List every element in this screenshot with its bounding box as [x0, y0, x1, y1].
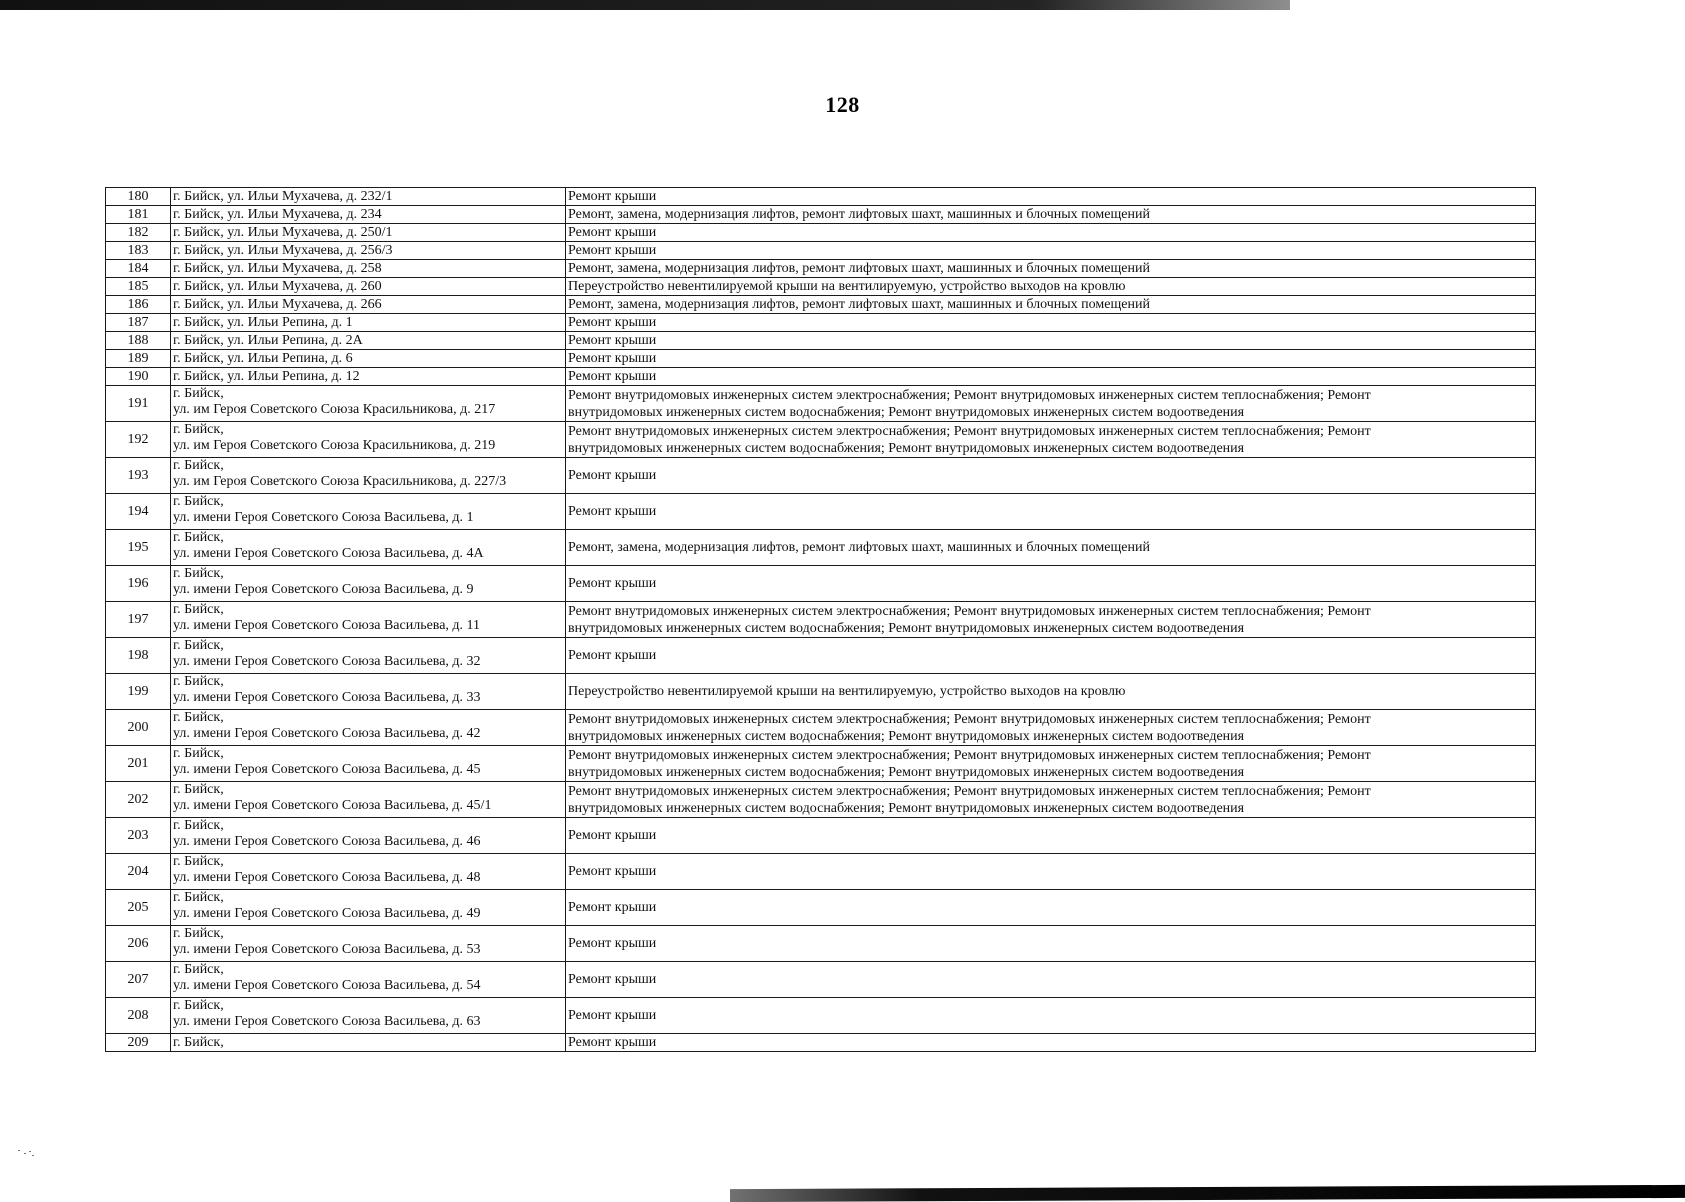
row-number: 200 [106, 710, 171, 746]
address-line: ул. им Героя Советского Союза Красильникова, д. 219 [173, 438, 496, 453]
work-type-line: Ремонт крыши [568, 467, 657, 483]
work-type-cell [566, 854, 1536, 890]
table-row [106, 224, 1536, 242]
row-number: 209 [106, 1034, 171, 1052]
work-type-line: Ремонт крыши [568, 242, 657, 258]
work-type-line: Переустройство невентилируемой крыши на вентилируемую, устройство выходов на кровлю [568, 683, 1126, 699]
address-line: г. Бийск, ул. Ильи Репина, д. 1 [173, 314, 353, 330]
row-number: 188 [106, 332, 171, 350]
work-type-cell [566, 890, 1536, 926]
address-cell [171, 674, 566, 710]
table-row [106, 674, 1536, 710]
work-type-line: Ремонт внутридомовых инженерных систем электроснабжения; Ремонт внутридомовых инженерных систем теплоснабжения; Ремонт [568, 711, 1371, 727]
work-type-line: Ремонт крыши [568, 575, 657, 591]
address-cell [171, 260, 566, 278]
table-row [106, 458, 1536, 494]
address-cell [171, 242, 566, 260]
work-type-cell [566, 710, 1536, 746]
work-type-line: Ремонт крыши [568, 863, 657, 879]
address-line: г. Бийск, [173, 782, 224, 797]
works-table-body [106, 188, 1536, 1052]
table-row [106, 314, 1536, 332]
address-cell [171, 926, 566, 962]
address-cell [171, 386, 566, 422]
row-number: 184 [106, 260, 171, 278]
address-cell [171, 962, 566, 998]
work-type-line: Ремонт внутридомовых инженерных систем электроснабжения; Ремонт внутридомовых инженерных систем теплоснабжения; Ремонт [568, 783, 1371, 799]
row-number: 183 [106, 242, 171, 260]
work-type-line: Ремонт крыши [568, 314, 657, 330]
table-row [106, 710, 1536, 746]
address-cell [171, 1034, 566, 1052]
table-row [106, 818, 1536, 854]
address-line: г. Бийск, [173, 458, 224, 473]
work-type-cell [566, 746, 1536, 782]
address-line: г. Бийск, [173, 926, 224, 941]
work-type-line: внутридомовых инженерных систем водоснабжения; Ремонт внутридомовых инженерных систем водоотведения [568, 404, 1245, 420]
address-cell [171, 314, 566, 332]
work-type-cell [566, 368, 1536, 386]
address-cell [171, 638, 566, 674]
address-line: ул. имени Героя Советского Союза Васильева, д. 32 [173, 654, 481, 669]
table-row [106, 368, 1536, 386]
work-type-cell [566, 818, 1536, 854]
address-line: г. Бийск, ул. Ильи Репина, д. 12 [173, 368, 360, 384]
address-line: г. Бийск, ул. Ильи Мухачева, д. 232/1 [173, 188, 393, 204]
address-line: г. Бийск, [173, 1034, 224, 1050]
address-line: ул. имени Героя Советского Союза Васильева, д. 4А [173, 546, 484, 561]
address-line: ул. имени Героя Советского Союза Васильева, д. 49 [173, 906, 481, 921]
address-cell [171, 602, 566, 638]
address-line: г. Бийск, ул. Ильи Мухачева, д. 256/3 [173, 242, 393, 258]
work-type-line: Ремонт крыши [568, 935, 657, 951]
row-number: 207 [106, 962, 171, 998]
row-number: 194 [106, 494, 171, 530]
row-number: 192 [106, 422, 171, 458]
address-line: г. Бийск, [173, 962, 224, 977]
address-cell [171, 854, 566, 890]
table-row [106, 638, 1536, 674]
address-cell [171, 710, 566, 746]
work-type-line: внутридомовых инженерных систем водоснабжения; Ремонт внутридомовых инженерных систем водоотведения [568, 440, 1245, 456]
address-line: г. Бийск, [173, 674, 224, 689]
work-type-cell [566, 296, 1536, 314]
work-type-cell [566, 422, 1536, 458]
work-type-cell [566, 242, 1536, 260]
address-line: г. Бийск, [173, 638, 224, 653]
row-number: 196 [106, 566, 171, 602]
table-row [106, 188, 1536, 206]
row-number: 197 [106, 602, 171, 638]
address-line: ул. имени Героя Советского Союза Васильева, д. 46 [173, 834, 481, 849]
address-cell [171, 332, 566, 350]
table-row [106, 746, 1536, 782]
work-type-cell [566, 1034, 1536, 1052]
address-line: г. Бийск, ул. Ильи Мухачева, д. 266 [173, 296, 382, 312]
address-line: г. Бийск, ул. Ильи Репина, д. 2А [173, 332, 363, 348]
table-row [106, 530, 1536, 566]
work-type-cell [566, 998, 1536, 1034]
address-line: г. Бийск, [173, 566, 224, 581]
address-line: г. Бийск, [173, 602, 224, 617]
work-type-cell [566, 638, 1536, 674]
work-type-line: Ремонт крыши [568, 647, 657, 663]
address-cell [171, 296, 566, 314]
address-line: г. Бийск, ул. Ильи Мухачева, д. 250/1 [173, 224, 393, 240]
address-cell [171, 458, 566, 494]
table-row [106, 296, 1536, 314]
row-number: 204 [106, 854, 171, 890]
work-type-cell [566, 962, 1536, 998]
table-row [106, 602, 1536, 638]
work-type-cell [566, 602, 1536, 638]
work-type-cell [566, 494, 1536, 530]
row-number: 185 [106, 278, 171, 296]
row-number: 203 [106, 818, 171, 854]
address-line: ул. имени Героя Советского Союза Васильева, д. 45 [173, 762, 481, 777]
scan-specks [18, 1150, 38, 1160]
address-line: г. Бийск, ул. Ильи Мухачева, д. 234 [173, 206, 382, 222]
row-number: 198 [106, 638, 171, 674]
row-number: 205 [106, 890, 171, 926]
work-type-cell [566, 674, 1536, 710]
row-number: 208 [106, 998, 171, 1034]
row-number: 181 [106, 206, 171, 224]
address-line: г. Бийск, [173, 710, 224, 725]
address-line: г. Бийск, [173, 890, 224, 905]
address-line: г. Бийск, [173, 494, 224, 509]
work-type-cell [566, 386, 1536, 422]
row-number: 195 [106, 530, 171, 566]
work-type-line: Ремонт внутридомовых инженерных систем электроснабжения; Ремонт внутридомовых инженерных систем теплоснабжения; Ремонт [568, 747, 1371, 763]
work-type-line: Переустройство невентилируемой крыши на вентилируемую, устройство выходов на кровлю [568, 278, 1126, 294]
address-line: ул. имени Героя Советского Союза Васильева, д. 63 [173, 1014, 481, 1029]
address-line: г. Бийск, [173, 746, 224, 761]
address-cell [171, 278, 566, 296]
work-type-line: Ремонт, замена, модернизация лифтов, ремонт лифтовых шахт, машинных и блочных помещений [568, 296, 1150, 312]
address-cell [171, 782, 566, 818]
work-type-cell [566, 566, 1536, 602]
row-number: 186 [106, 296, 171, 314]
address-line: г. Бийск, [173, 818, 224, 833]
address-cell [171, 188, 566, 206]
address-line: ул. имени Героя Советского Союза Васильева, д. 42 [173, 726, 481, 741]
work-type-line: Ремонт крыши [568, 1034, 657, 1050]
address-line: ул. имени Героя Советского Союза Васильева, д. 33 [173, 690, 481, 705]
address-cell [171, 566, 566, 602]
address-line: ул. имени Героя Советского Союза Васильева, д. 48 [173, 870, 481, 885]
address-cell [171, 746, 566, 782]
work-type-cell [566, 188, 1536, 206]
address-cell [171, 890, 566, 926]
address-cell [171, 350, 566, 368]
work-type-line: Ремонт крыши [568, 971, 657, 987]
table-row [106, 782, 1536, 818]
address-line: г. Бийск, [173, 854, 224, 869]
address-line: г. Бийск, [173, 998, 224, 1013]
address-line: г. Бийск, [173, 530, 224, 545]
row-number: 199 [106, 674, 171, 710]
work-type-line: Ремонт, замена, модернизация лифтов, ремонт лифтовых шахт, машинных и блочных помещений [568, 206, 1150, 222]
work-type-line: Ремонт крыши [568, 368, 657, 384]
row-number: 182 [106, 224, 171, 242]
table-row [106, 278, 1536, 296]
table-row [106, 566, 1536, 602]
address-line: ул. имени Героя Советского Союза Васильева, д. 11 [173, 618, 481, 633]
work-type-cell [566, 530, 1536, 566]
work-type-cell [566, 332, 1536, 350]
scan-edge-top [0, 0, 1290, 10]
table-row [106, 242, 1536, 260]
table-row [106, 1034, 1536, 1052]
address-cell [171, 206, 566, 224]
work-type-line: Ремонт, замена, модернизация лифтов, ремонт лифтовых шахт, машинных и блочных помещений [568, 260, 1150, 276]
row-number: 187 [106, 314, 171, 332]
address-line: г. Бийск, ул. Ильи Мухачева, д. 260 [173, 278, 382, 294]
address-line: ул. имени Героя Советского Союза Васильева, д. 45/1 [173, 798, 492, 813]
table-row [106, 350, 1536, 368]
work-type-cell [566, 314, 1536, 332]
table-row [106, 854, 1536, 890]
row-number: 190 [106, 368, 171, 386]
table-row [106, 332, 1536, 350]
table-row [106, 206, 1536, 224]
work-type-cell [566, 278, 1536, 296]
table-row [106, 926, 1536, 962]
work-type-line: Ремонт крыши [568, 1007, 657, 1023]
address-line: ул. имени Героя Советского Союза Васильева, д. 9 [173, 582, 474, 597]
work-type-line: Ремонт крыши [568, 899, 657, 915]
address-line: г. Бийск, ул. Ильи Мухачева, д. 258 [173, 260, 382, 276]
work-type-cell [566, 224, 1536, 242]
work-type-line: Ремонт внутридомовых инженерных систем электроснабжения; Ремонт внутридомовых инженерных систем теплоснабжения; Ремонт [568, 387, 1371, 403]
address-cell [171, 422, 566, 458]
row-number: 191 [106, 386, 171, 422]
table-row [106, 890, 1536, 926]
row-number: 202 [106, 782, 171, 818]
work-type-line: внутридомовых инженерных систем водоснабжения; Ремонт внутридомовых инженерных систем водоотведения [568, 728, 1245, 744]
work-type-line: Ремонт крыши [568, 350, 657, 366]
work-type-line: Ремонт крыши [568, 827, 657, 843]
address-line: г. Бийск, [173, 386, 224, 401]
address-cell [171, 368, 566, 386]
row-number: 201 [106, 746, 171, 782]
table-row [106, 422, 1536, 458]
row-number: 206 [106, 926, 171, 962]
row-number: 193 [106, 458, 171, 494]
work-type-line: Ремонт внутридомовых инженерных систем электроснабжения; Ремонт внутридомовых инженерных систем теплоснабжения; Ремонт [568, 423, 1371, 439]
work-type-line: Ремонт крыши [568, 188, 657, 204]
table-row [106, 494, 1536, 530]
row-number: 189 [106, 350, 171, 368]
address-line: г. Бийск, ул. Ильи Репина, д. 6 [173, 350, 353, 366]
address-line: ул. имени Героя Советского Союза Васильева, д. 53 [173, 942, 481, 957]
page-number: 128 [825, 92, 860, 117]
address-line: ул. имени Героя Советского Союза Васильева, д. 1 [173, 510, 474, 525]
work-type-line: внутридомовых инженерных систем водоснабжения; Ремонт внутридомовых инженерных систем водоотведения [568, 800, 1245, 816]
work-type-line: Ремонт крыши [568, 503, 657, 519]
address-cell [171, 818, 566, 854]
address-cell [171, 494, 566, 530]
table-row [106, 998, 1536, 1034]
work-type-line: Ремонт крыши [568, 224, 657, 240]
work-type-cell [566, 260, 1536, 278]
works-table [105, 187, 1536, 1052]
address-line: г. Бийск, [173, 422, 224, 437]
table-row [106, 962, 1536, 998]
work-type-line: Ремонт внутридомовых инженерных систем электроснабжения; Ремонт внутридомовых инженерных систем теплоснабжения; Ремонт [568, 603, 1371, 619]
address-cell [171, 224, 566, 242]
scan-edge-bottom [730, 1185, 1685, 1202]
address-line: ул. им Героя Советского Союза Красильникова, д. 217 [173, 402, 496, 417]
work-type-cell [566, 782, 1536, 818]
work-type-cell [566, 458, 1536, 494]
work-type-cell [566, 206, 1536, 224]
table-row [106, 386, 1536, 422]
address-cell [171, 530, 566, 566]
table-row [106, 260, 1536, 278]
work-type-cell [566, 350, 1536, 368]
address-line: ул. им Героя Советского Союза Красильникова, д. 227/3 [173, 474, 507, 489]
address-cell [171, 998, 566, 1034]
row-number: 180 [106, 188, 171, 206]
work-type-line: Ремонт, замена, модернизация лифтов, ремонт лифтовых шахт, машинных и блочных помещений [568, 539, 1150, 555]
work-type-line: внутридомовых инженерных систем водоснабжения; Ремонт внутридомовых инженерных систем водоотведения [568, 764, 1245, 780]
work-type-cell [566, 926, 1536, 962]
address-line: ул. имени Героя Советского Союза Васильева, д. 54 [173, 978, 481, 993]
work-type-line: внутридомовых инженерных систем водоснабжения; Ремонт внутридомовых инженерных систем водоотведения [568, 620, 1245, 636]
work-type-line: Ремонт крыши [568, 332, 657, 348]
